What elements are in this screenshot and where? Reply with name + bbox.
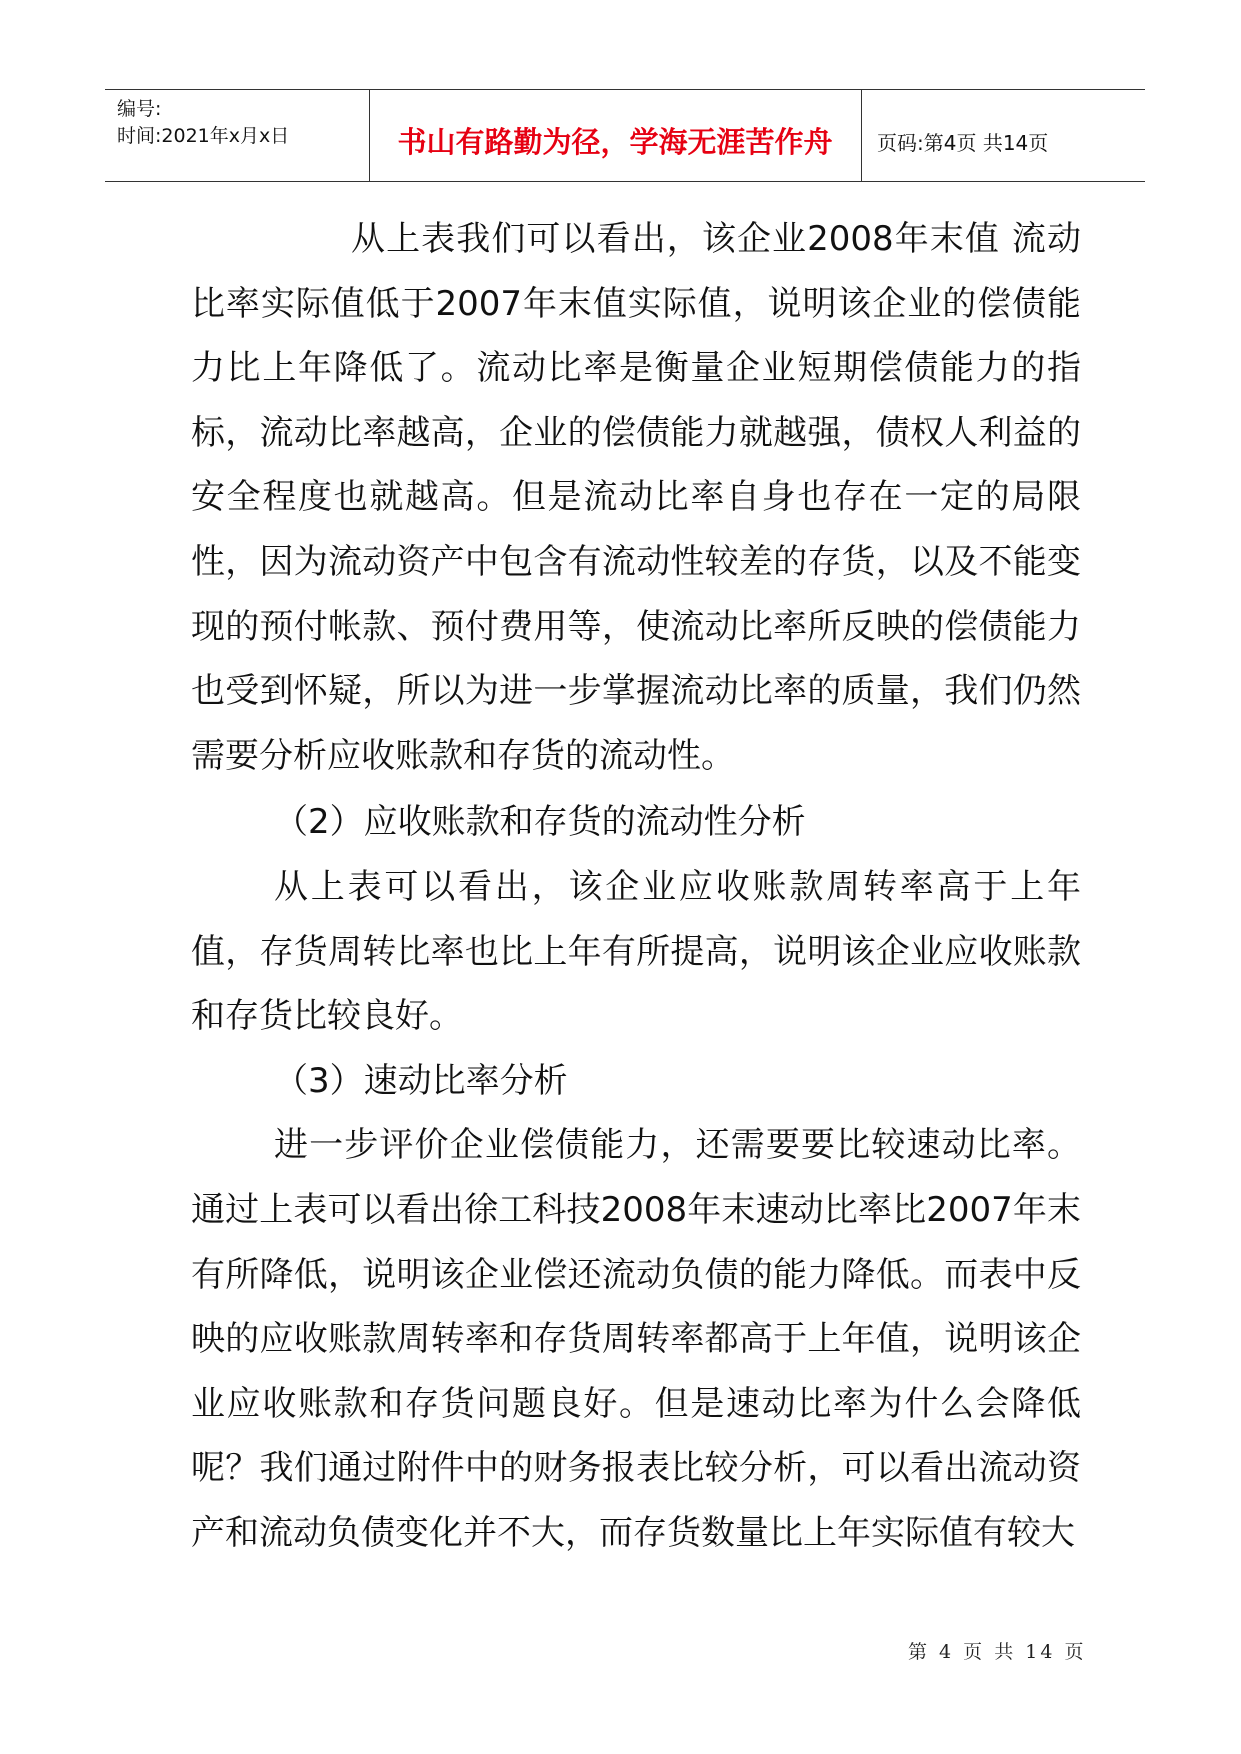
header-page-info: 页码:第4页 共14页	[877, 131, 1049, 155]
header-divider	[861, 90, 862, 181]
header-meta	[117, 96, 289, 150]
body-paragraph: 从上表我们可以看出，该企业2008年末值 流动比率实际值低于2007年末值实际值，说明该企业的偿债能力比上年降低了。流动比率是衡量企业短期偿债能力的指标，流动比率越高，企业的偿债能力就越强，债权人利益的安全程度也就越高。但是流动比率自身也存在一定的局限性，因为流动资产中包含有流动性较差的存货，以及不能变现的预付帐款、预付费用等，使流动比率所反映的偿债能力也受到怀疑，所以为进一步掌握流动比率的质量，我们仍然需要分析应收账款和存货的流动性。	[191, 219, 1081, 776]
page-header	[105, 89, 1145, 182]
header-motto: 书山有路勤为径，学海无涯苦作舟	[397, 125, 833, 159]
document-body	[191, 207, 1081, 1565]
body-paragraph: 从上表可以看出，该企业应收账款周转率高于上年值，存货周转比率也比上年有所提高，说明该企业应收账款和存货比较良好。	[191, 866, 1081, 1037]
document-number-label: 编号:	[117, 98, 162, 120]
document-time-label: 时间:2021年x月x日	[117, 125, 290, 147]
section-heading: （3）速动比率分析	[274, 1060, 568, 1101]
section-heading: （2）应收账款和存货的流动性分析	[274, 802, 806, 843]
page-footer: 第 4 页 共 14 页	[908, 1641, 1087, 1663]
body-paragraph: 进一步评价企业偿债能力，还需要要比较速动比率。通过上表可以看出徐工科技2008年末速动比率比2007年末有所降低，说明该企业偿还流动负债的能力降低。而表中反映的应收账款周转率和存货周转率都高于上年值，说明该企业应收账款和存货问题良好。但是速动比率为什么会降低呢？我们通过附件中的财务报表比较分析，可以看出流动资产和流动负债变化并不大，而存货数量比上年实际值有较大	[191, 1125, 1081, 1553]
